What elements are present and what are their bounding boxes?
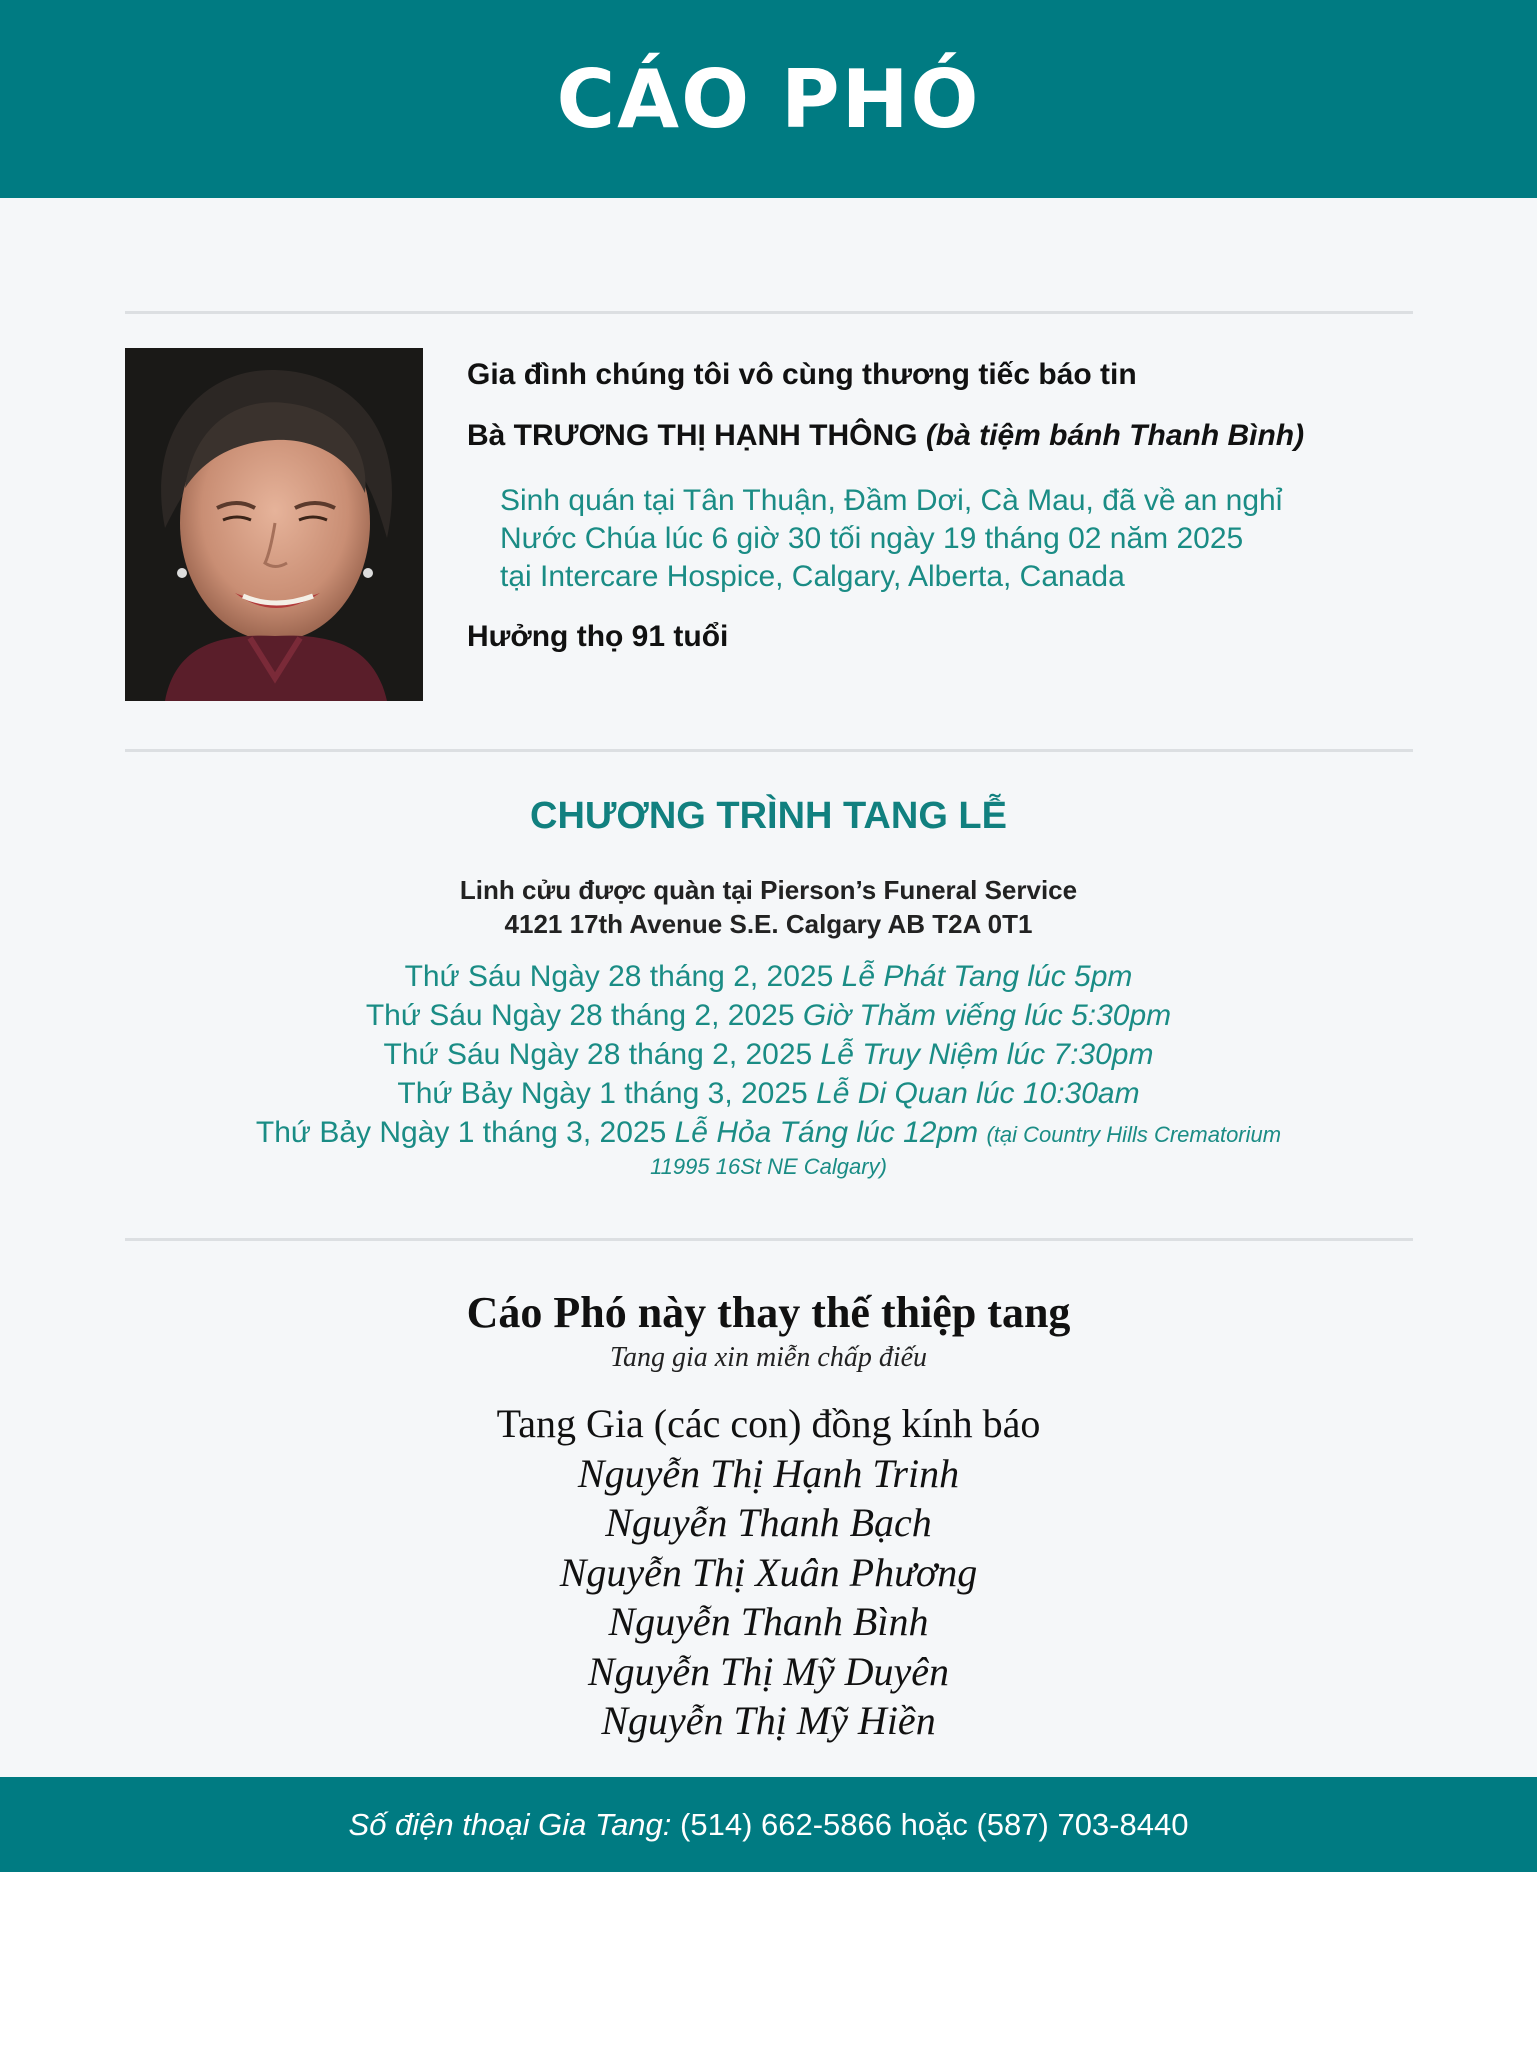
divider (125, 1238, 1413, 1241)
child-name: Nguyễn Thị Xuân Phương (559, 1549, 978, 1595)
page-title: CÁO PHÓ (556, 52, 981, 146)
schedule-date: Thứ Sáu Ngày 28 tháng 2, 2025 (365, 999, 795, 1032)
schedule-event: Lễ Hỏa Táng lúc 12pm (674, 1116, 979, 1149)
deceased-name: Bà TRƯƠNG THỊ HẠNH THÔNG (467, 419, 918, 452)
divider (125, 749, 1413, 752)
deceased-name-line (467, 419, 1304, 453)
schedule-date: Thứ Bảy Ngày 1 tháng 3, 2025 (255, 1116, 667, 1149)
family-intro: Tang Gia (các con) đồng kính báo (496, 1401, 1041, 1446)
schedule-item (0, 996, 1537, 1035)
child-name: Nguyễn Thanh Bạch (605, 1500, 932, 1545)
family-list (0, 1399, 1537, 1746)
schedule-date: Thứ Sáu Ngày 28 tháng 2, 2025 (383, 1038, 813, 1071)
program-section (0, 795, 1537, 838)
schedule-event: Lễ Di Quan lúc 10:30am (816, 1077, 1140, 1110)
details-line: Nước Chúa lúc 6 giờ 30 tối ngày 19 tháng 02 năm 2025 (500, 522, 1244, 555)
schedule-date: Thứ Bảy Ngày 1 tháng 3, 2025 (397, 1077, 808, 1110)
child-name: Nguyễn Thanh Bình (608, 1599, 929, 1644)
schedule-event: Giờ Thăm viếng lúc 5:30pm (802, 999, 1172, 1032)
child-name: Nguyễn Thị Mỹ Duyên (587, 1648, 949, 1694)
schedule-date: Thứ Sáu Ngày 28 tháng 2, 2025 (404, 960, 834, 993)
closing-heading-block (0, 1286, 1537, 1376)
program-title: CHƯƠNG TRÌNH TANG LỄ (530, 795, 1007, 837)
schedule-event: Lễ Truy Niệm lúc 7:30pm (820, 1038, 1154, 1071)
phone-label: Số điện thoại Gia Tang: (348, 1806, 672, 1842)
deceased-nickname: (bà tiệm bánh Thanh Bình) (925, 419, 1305, 452)
child-name: Nguyễn Thị Mỹ Hiền (601, 1698, 936, 1743)
phone-numbers: (514) 662-5866 hoặc (587) 703-8440 (680, 1806, 1189, 1842)
schedule-note: (tại Country Hills Crematorium (986, 1122, 1282, 1147)
schedule-item (0, 957, 1537, 996)
age-line: Hưởng thọ 91 tuổi (467, 620, 729, 653)
schedule-item (0, 1113, 1537, 1154)
contact-footer (0, 1777, 1537, 1872)
schedule-event: Lễ Phát Tang lúc 5pm (841, 960, 1133, 993)
divider (125, 311, 1413, 314)
schedule-note: 11995 16St NE Calgary) (650, 1154, 887, 1179)
schedule-item (0, 1074, 1537, 1113)
portrait-photo (125, 348, 423, 701)
header-banner (0, 0, 1537, 198)
details-line: Sinh quán tại Tân Thuận, Đầm Dơi, Cà Mau, đã về an nghỉ (500, 484, 1283, 517)
child-name: Nguyễn Thị Hạnh Trinh (577, 1450, 960, 1496)
closing-subheading: Tang gia xin miễn chấp điếu (609, 1342, 928, 1373)
schedule-list (0, 957, 1537, 1180)
venue-address: 4121 17th Avenue S.E. Calgary AB T2A 0T1 (504, 909, 1033, 939)
details-line: tại Intercare Hospice, Calgary, Alberta, Canada (500, 560, 1125, 593)
venue-name: Linh cửu được quàn tại Pierson’s Funeral Service (459, 875, 1078, 905)
announcement-line: Gia đình chúng tôi vô cùng thương tiếc báo tin (467, 358, 1137, 391)
schedule-item (0, 1035, 1537, 1074)
closing-heading: Cáo Phó này thay thế thiệp tang (466, 1288, 1071, 1337)
venue-block (0, 873, 1537, 941)
birth-death-details (500, 482, 1400, 596)
